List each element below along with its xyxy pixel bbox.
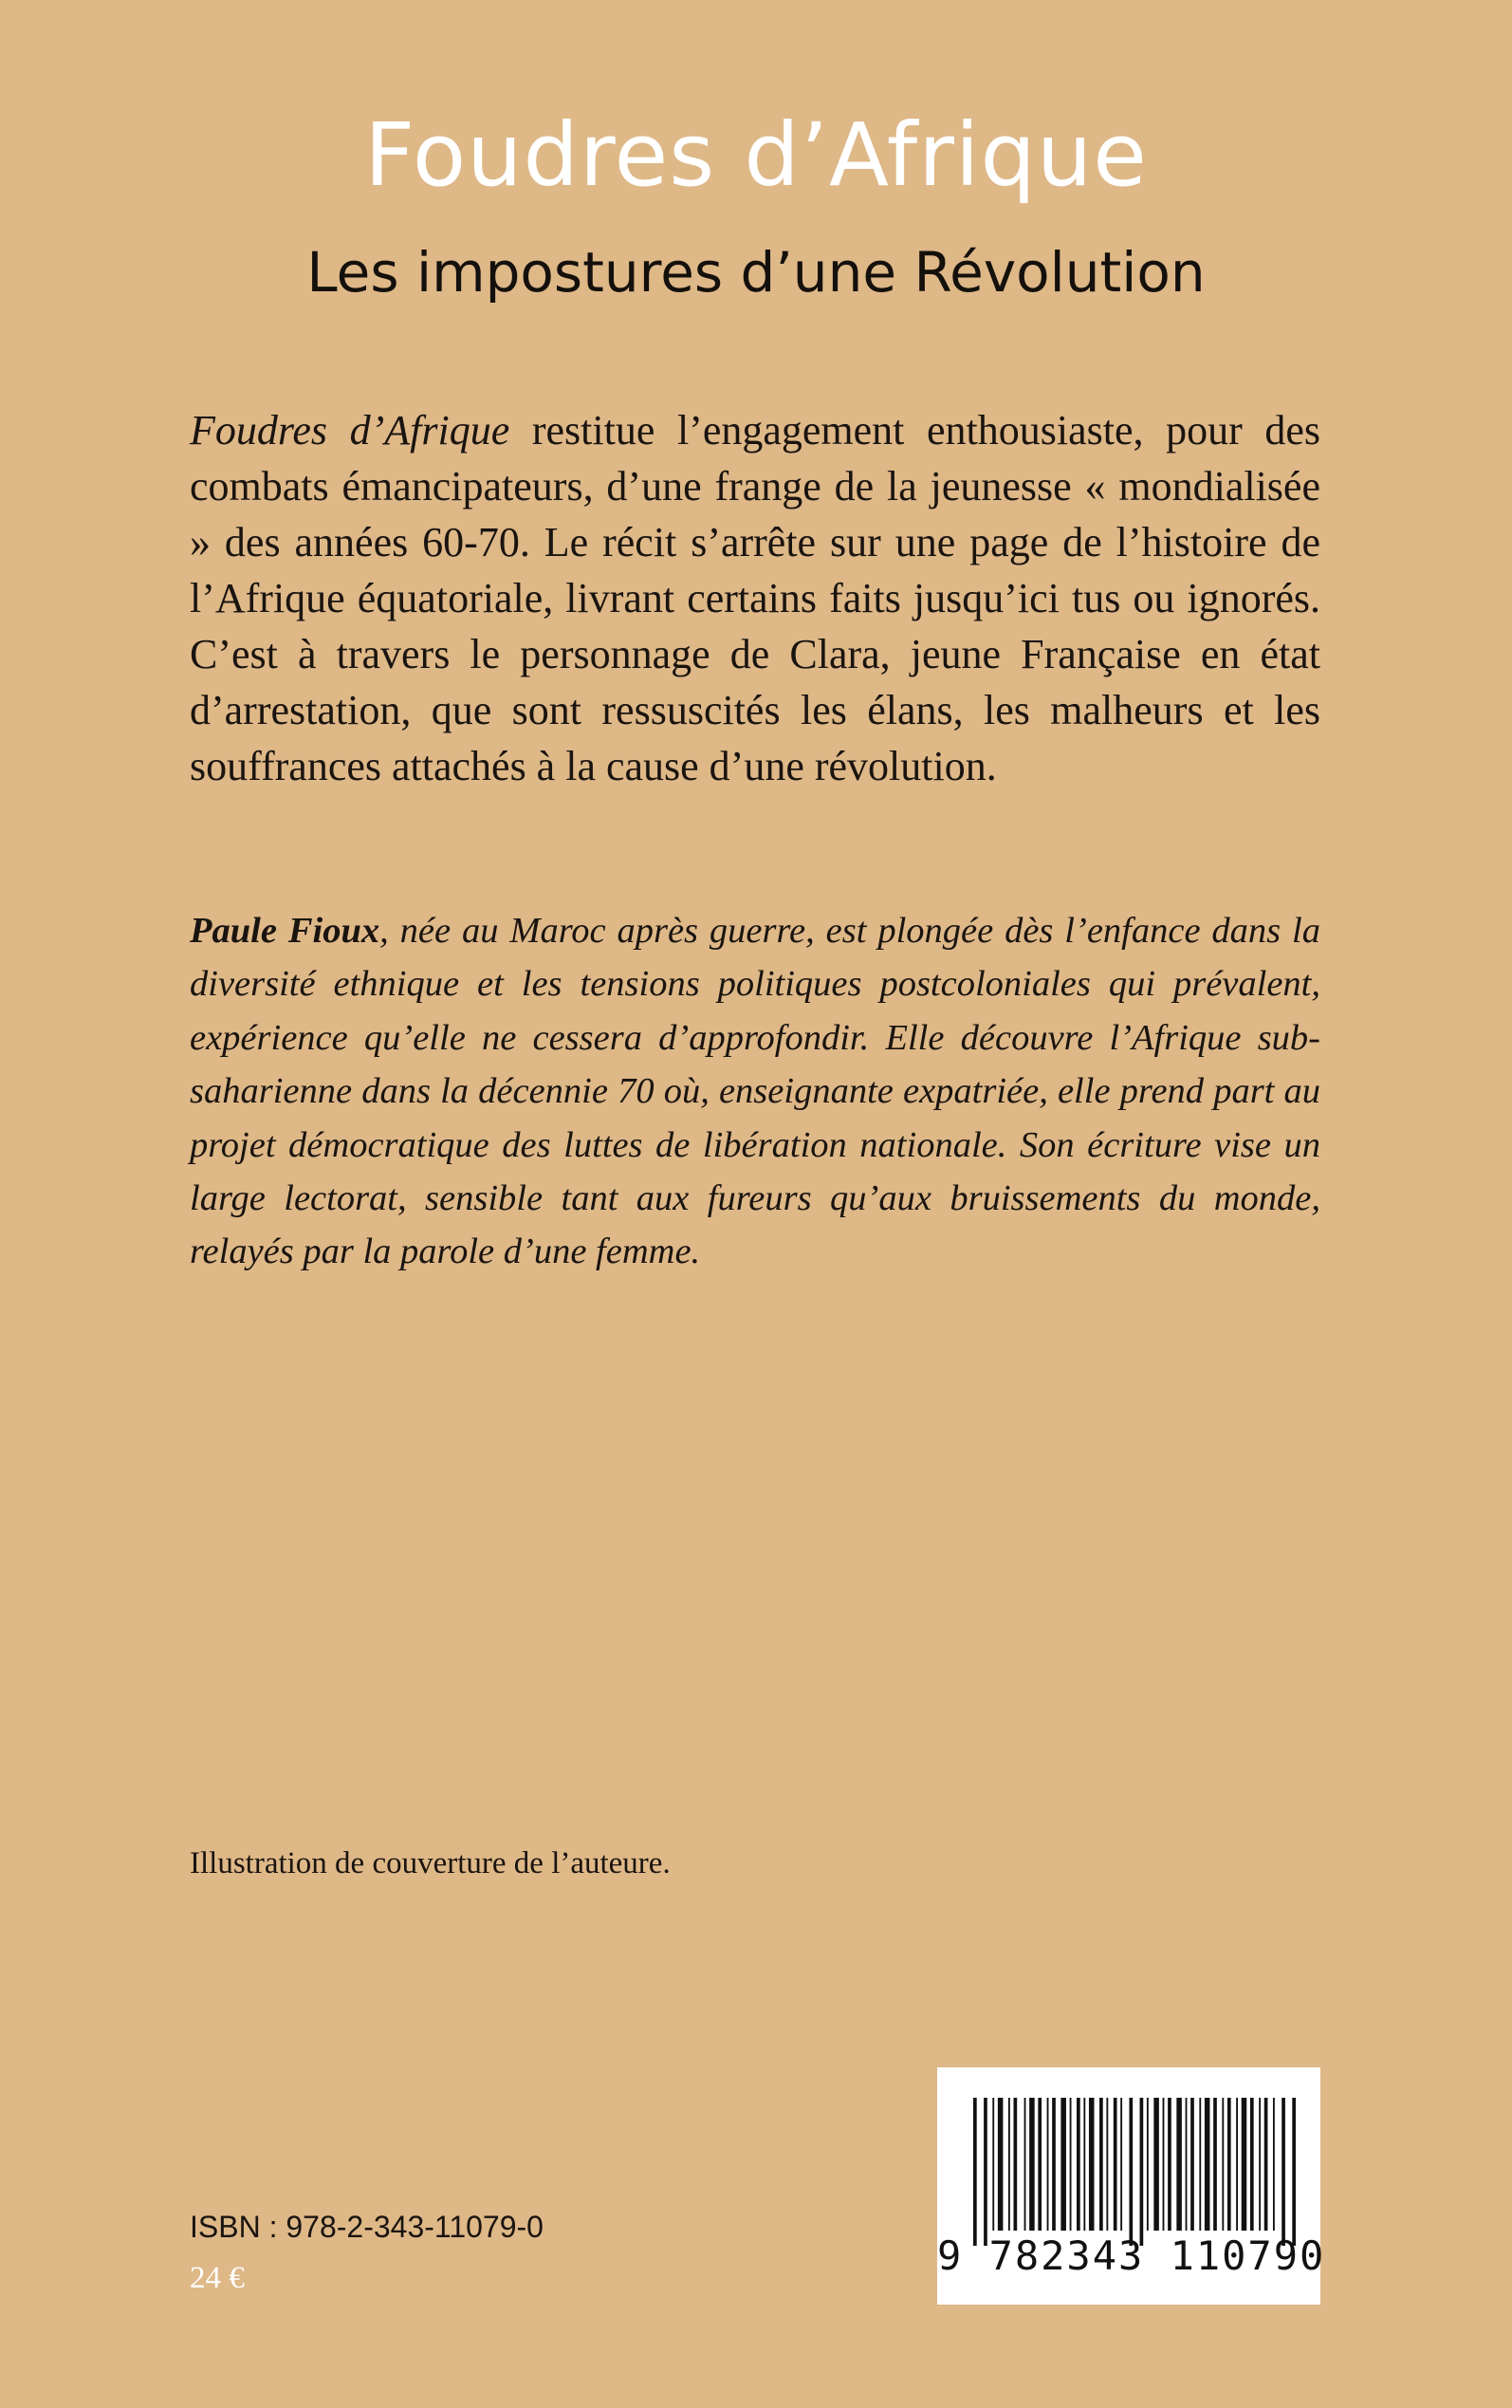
- barcode-bar: [1008, 2098, 1010, 2231]
- barcode-bar: [1140, 2098, 1144, 2246]
- book-subtitle: Les impostures d’une Révolution: [306, 240, 1206, 305]
- barcode-bar: [1052, 2098, 1056, 2231]
- barcode-bar: [1047, 2098, 1049, 2231]
- barcode-bar: [1120, 2098, 1122, 2231]
- barcode-bar: [1199, 2098, 1201, 2231]
- barcode-bar: [1163, 2098, 1165, 2231]
- barcode-bar: [1168, 2098, 1171, 2231]
- barcode-bar: [973, 2098, 977, 2246]
- barcode-bar: [1077, 2098, 1080, 2231]
- barcode-bar: [1236, 2098, 1238, 2231]
- barcode-bar: [1242, 2098, 1247, 2231]
- barcode-bar: [1083, 2098, 1085, 2231]
- barcode-bar: [1190, 2098, 1194, 2231]
- barcode-bar: [1099, 2098, 1103, 2231]
- barcode-bar: [1089, 2098, 1095, 2231]
- price-label: 24 €: [190, 2261, 245, 2295]
- barcode-bar: [1222, 2098, 1224, 2231]
- barcode-icon: [973, 2098, 1296, 2246]
- barcode-bar: [1273, 2098, 1275, 2231]
- barcode-bar: [1282, 2098, 1285, 2246]
- barcode-bar: [992, 2098, 994, 2231]
- barcode-bar: [1114, 2098, 1117, 2231]
- barcode-bar: [1259, 2098, 1261, 2231]
- barcode-bar: [1153, 2098, 1159, 2231]
- barcode-bar: [1292, 2098, 1296, 2246]
- barcode-bar: [1186, 2098, 1188, 2231]
- barcode-bar: [1014, 2098, 1018, 2231]
- barcode-bar: [1147, 2098, 1149, 2231]
- book-title: Foudres d’Afrique: [364, 104, 1148, 206]
- barcode-bar: [1129, 2098, 1133, 2246]
- barcode-bar: [1070, 2098, 1072, 2231]
- barcode-bar: [1106, 2098, 1108, 2231]
- barcode-box: [937, 2067, 1326, 2305]
- barcode-bar: [1264, 2098, 1268, 2231]
- barcode-digits: 9 782343 110790: [937, 2232, 1326, 2279]
- author-bio-text: , née au Maroc après guerre, est plongée dès l’enfance dans la diversité ethnique et les tensions politiques postcoloniales qui prévalent, expérience qu’elle ne cessera d’approfondir. Elle découvre l’Afrique sub-saharienne dans la décennie 70 où, enseignante expatriée, elle prend part au projet démocratique des luttes de libération nationale. Son écriture vise un large lectorat, sensible tant aux fureurs qu’aux bruissements du monde, relayés par la parole d’une femme.: [190, 911, 1320, 1272]
- barcode-bar: [1024, 2098, 1026, 2231]
- barcode-bar: [1213, 2098, 1217, 2231]
- barcode-bar: [1038, 2098, 1042, 2231]
- summary-text: restitue l’engagement enthousiaste, pour des combats émancipateurs, d’une frange de la jeunesse « mondialisée » des années 60-70. Le récit s’arrête sur une page de l’histoire de l’Afrique équatoriale, livrant certains faits jusqu’ici tus ou ignorés. C’est à travers le personnage de Clara, jeune Française en état d’arrestation, que sont ressuscités les élans, les malheurs et les souffrances attachés à la cause d’une révolution.: [190, 407, 1320, 789]
- barcode-bar: [1029, 2098, 1035, 2231]
- barcode-bar: [1250, 2098, 1254, 2231]
- summary-paragraph: [190, 402, 1320, 794]
- barcode-bar: [984, 2098, 987, 2246]
- author-bio-paragraph: [190, 904, 1320, 1279]
- barcode-bar: [998, 2098, 1004, 2231]
- isbn-label: ISBN : 978-2-343-11079-0: [190, 2210, 544, 2244]
- barcode-bar: [1227, 2098, 1231, 2231]
- barcode-bar: [1205, 2098, 1210, 2231]
- author-name: Paule Fioux: [190, 911, 380, 951]
- barcode-bar: [1060, 2098, 1066, 2231]
- illustration-credit: Illustration de couverture de l’auteure.: [190, 1846, 671, 1880]
- summary-title-italic: Foudres d’Afrique: [190, 407, 510, 454]
- barcode-bar: [1176, 2098, 1182, 2231]
